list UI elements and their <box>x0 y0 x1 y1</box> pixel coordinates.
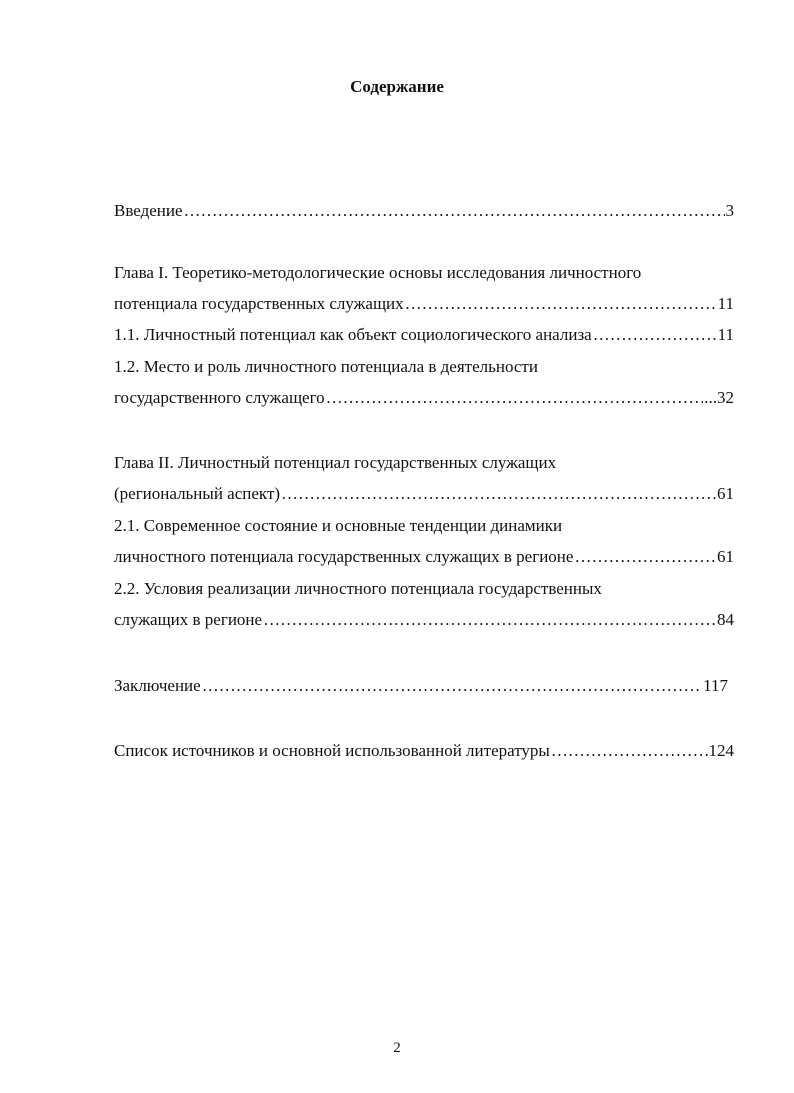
toc-section-2-1[interactable] <box>114 546 734 568</box>
toc-bibliography-label: Список источников и основной использованной литературы <box>114 741 550 760</box>
toc-section-1-1[interactable] <box>114 324 734 346</box>
leader-dots <box>574 546 716 568</box>
toc-chapter2-title[interactable]: Глава II. Личностный потенциал государственных служащих <box>114 453 557 472</box>
leader-dots <box>405 293 717 315</box>
toc-conclusion[interactable] <box>114 675 728 697</box>
toc-bibliography[interactable] <box>114 740 734 762</box>
toc-section-2-2-page: 84 <box>717 610 734 629</box>
toc-section-1-2-title[interactable]: 1.2. Место и роль личностного потенциала в деятельности <box>114 357 538 376</box>
toc-section-2-1-label: личностного потенциала государственных служащих в регионе <box>114 547 574 566</box>
toc-section-2-1-title[interactable]: 2.1. Современное состояние и основные тенденции динамики <box>114 516 563 535</box>
leader-dots <box>593 324 717 346</box>
leader-dots <box>263 609 716 631</box>
toc-chapter1-title[interactable]: Глава I. Теоретико-методологические основы исследования личностного <box>114 263 642 282</box>
toc-intro-label: Введение <box>114 201 183 220</box>
toc-chapter1-page: 11 <box>717 294 734 313</box>
toc-chapter2-page: 61 <box>717 484 734 503</box>
toc-section-1-2-page: ...32 <box>704 388 734 407</box>
toc-section-1-2-label: государственного служащего <box>114 388 325 407</box>
leader-dots <box>202 675 702 697</box>
page-title: Содержание <box>350 77 444 96</box>
toc-section-2-2-label: служащих в регионе <box>114 610 263 629</box>
toc-chapter1[interactable] <box>114 293 734 315</box>
toc-section-1-2[interactable] <box>114 387 734 409</box>
toc-bibliography-page: 124 <box>708 741 734 760</box>
toc-chapter2[interactable] <box>114 483 734 505</box>
leader-dots <box>281 483 716 505</box>
toc-chapter1-label: потенциала государственных служащих <box>114 294 404 313</box>
toc-conclusion-label: Заключение <box>114 676 201 695</box>
toc-intro-page: 3 <box>725 201 734 220</box>
toc-intro[interactable] <box>114 200 734 222</box>
toc-chapter2-label: (региональный аспект) <box>114 484 281 503</box>
toc-section-2-2-title[interactable]: 2.2. Условия реализации личностного потенциала государственных <box>114 579 602 598</box>
toc-section-1-1-page: 11 <box>717 325 734 344</box>
toc-section-2-1-page: 61 <box>717 547 734 566</box>
leader-dots <box>326 387 704 409</box>
leader-dots <box>551 740 708 762</box>
toc-section-2-2[interactable] <box>114 609 734 631</box>
toc-section-1-1-label: 1.1. Личностный потенциал как объект социологического анализа <box>114 325 592 344</box>
toc-conclusion-page: 117 <box>703 676 728 695</box>
leader-dots <box>184 200 725 222</box>
page-number: 2 <box>393 1040 401 1056</box>
